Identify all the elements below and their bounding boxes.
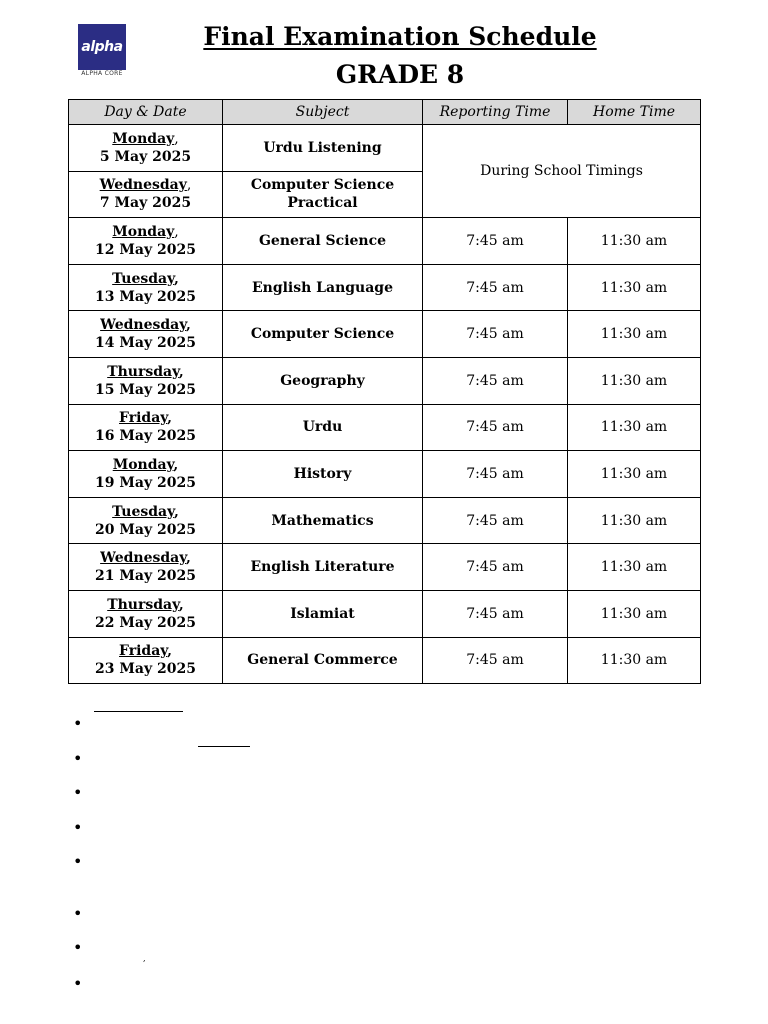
reporting-time-cell: 7:45 am (423, 311, 568, 358)
day-comma: , (178, 363, 184, 380)
home-time-cell: 11:30 am (568, 590, 701, 637)
day-date-cell (69, 264, 223, 311)
day-comma: , (167, 643, 172, 660)
day-name: Tuesday (112, 270, 174, 287)
exam-date: 21 May 2025 (95, 568, 196, 585)
subject-cell: General Commerce (223, 637, 423, 684)
bullet-point: • (73, 749, 83, 768)
bullet-point: • (73, 818, 83, 837)
day-comma: , (178, 596, 184, 613)
day-date-cell (69, 637, 223, 684)
grade-heading: GRADE 8 (335, 60, 465, 89)
bullet-point: • (73, 714, 83, 733)
day-date-cell (69, 590, 223, 637)
day-name: Tuesday (112, 503, 174, 520)
exam-date: 23 May 2025 (95, 661, 196, 678)
home-time-cell: 11:30 am (568, 218, 701, 265)
day-name: Wednesday (100, 317, 187, 334)
table-row (69, 637, 701, 684)
home-time-cell: 11:30 am (568, 497, 701, 544)
header-home-time: Home Time (568, 100, 701, 125)
exam-date: 20 May 2025 (95, 521, 196, 538)
table-row (69, 218, 701, 265)
reporting-time-cell: 7:45 am (423, 218, 568, 265)
day-date-cell (69, 357, 223, 404)
school-logo (78, 24, 126, 70)
exam-date: 13 May 2025 (95, 288, 196, 305)
bullet-point: • (73, 852, 83, 871)
day-date-cell (69, 497, 223, 544)
day-comma: , (173, 456, 179, 473)
stray-comma-mark: , (143, 954, 146, 963)
reporting-time-cell: 7:45 am (423, 451, 568, 498)
header-subject: Subject (223, 100, 423, 125)
day-comma: , (186, 177, 192, 194)
table-row (69, 264, 701, 311)
home-time-cell: 11:30 am (568, 544, 701, 591)
notes-emphasis-underline (198, 746, 250, 747)
table-row (69, 357, 701, 404)
exam-schedule-table (68, 99, 701, 684)
subject-cell: Urdu Listening (223, 125, 423, 172)
day-name: Thursday (107, 363, 179, 380)
subject-cell: Mathematics (223, 497, 423, 544)
exam-date: 14 May 2025 (95, 335, 196, 352)
day-name: Wednesday (100, 550, 187, 567)
school-timings-note: During School Timings (423, 125, 701, 218)
table-row (69, 497, 701, 544)
exam-date: 5 May 2025 (99, 148, 192, 165)
header-reporting-time: Reporting Time (423, 100, 568, 125)
reporting-time-cell: 7:45 am (423, 590, 568, 637)
table-row (69, 311, 701, 358)
page-title: Final Examination Schedule (203, 22, 597, 51)
bullet-point: • (73, 938, 83, 957)
day-name: Friday (119, 643, 168, 660)
table-row (69, 404, 701, 451)
subject-cell: Geography (223, 357, 423, 404)
day-comma: , (174, 223, 179, 240)
bullet-point: • (73, 783, 83, 802)
subject-cell: Islamiat (223, 590, 423, 637)
day-comma: , (186, 317, 191, 334)
exam-date: 7 May 2025 (99, 195, 192, 212)
subject-cell: Computer Science (223, 311, 423, 358)
subject-cell: History (223, 451, 423, 498)
day-name: Monday (112, 456, 174, 473)
subject-cell: English Literature (223, 544, 423, 591)
home-time-cell: 11:30 am (568, 404, 701, 451)
day-date-cell (69, 125, 223, 172)
day-name: Friday (119, 410, 168, 427)
home-time-cell: 11:30 am (568, 311, 701, 358)
table-header-row (69, 100, 701, 125)
day-date-cell (69, 544, 223, 591)
notes-heading-underline (94, 711, 183, 712)
day-date-cell (69, 451, 223, 498)
day-comma: , (173, 270, 179, 287)
reporting-time-cell: 7:45 am (423, 637, 568, 684)
reporting-time-cell: 7:45 am (423, 497, 568, 544)
home-time-cell: 11:30 am (568, 451, 701, 498)
home-time-cell: 11:30 am (568, 357, 701, 404)
day-date-cell (69, 404, 223, 451)
day-comma: , (173, 503, 179, 520)
day-name: Monday (112, 223, 175, 240)
subject-cell: Urdu (223, 404, 423, 451)
day-comma: , (174, 130, 179, 147)
exam-date: 15 May 2025 (95, 381, 196, 398)
logo-subtitle: ALPHA CORE (81, 70, 123, 77)
bullet-point: • (73, 904, 83, 923)
reporting-time-cell: 7:45 am (423, 357, 568, 404)
subject-cell: General Science (223, 218, 423, 265)
table-row (69, 590, 701, 637)
day-name: Wednesday (99, 177, 187, 194)
subject-cell: English Language (223, 264, 423, 311)
exam-date: 19 May 2025 (95, 474, 196, 491)
bullet-point: • (73, 974, 83, 993)
reporting-time-cell: 7:45 am (423, 404, 568, 451)
home-time-cell: 11:30 am (568, 637, 701, 684)
header-day-date: Day & Date (69, 100, 223, 125)
table-row (69, 544, 701, 591)
reporting-time-cell: 7:45 am (423, 544, 568, 591)
day-comma: , (186, 550, 191, 567)
day-comma: , (167, 410, 172, 427)
day-name: Thursday (107, 596, 179, 613)
logo-wordmark: alpha (81, 39, 123, 55)
exam-date: 22 May 2025 (95, 614, 196, 631)
subject-cell: Computer Science Practical (223, 171, 423, 218)
exam-date: 12 May 2025 (95, 241, 196, 258)
reporting-time-cell: 7:45 am (423, 264, 568, 311)
table-row (69, 451, 701, 498)
table-row (69, 125, 701, 172)
day-date-cell (69, 171, 223, 218)
day-name: Monday (112, 130, 175, 147)
day-date-cell (69, 218, 223, 265)
exam-date: 16 May 2025 (95, 428, 196, 445)
day-date-cell (69, 311, 223, 358)
home-time-cell: 11:30 am (568, 264, 701, 311)
